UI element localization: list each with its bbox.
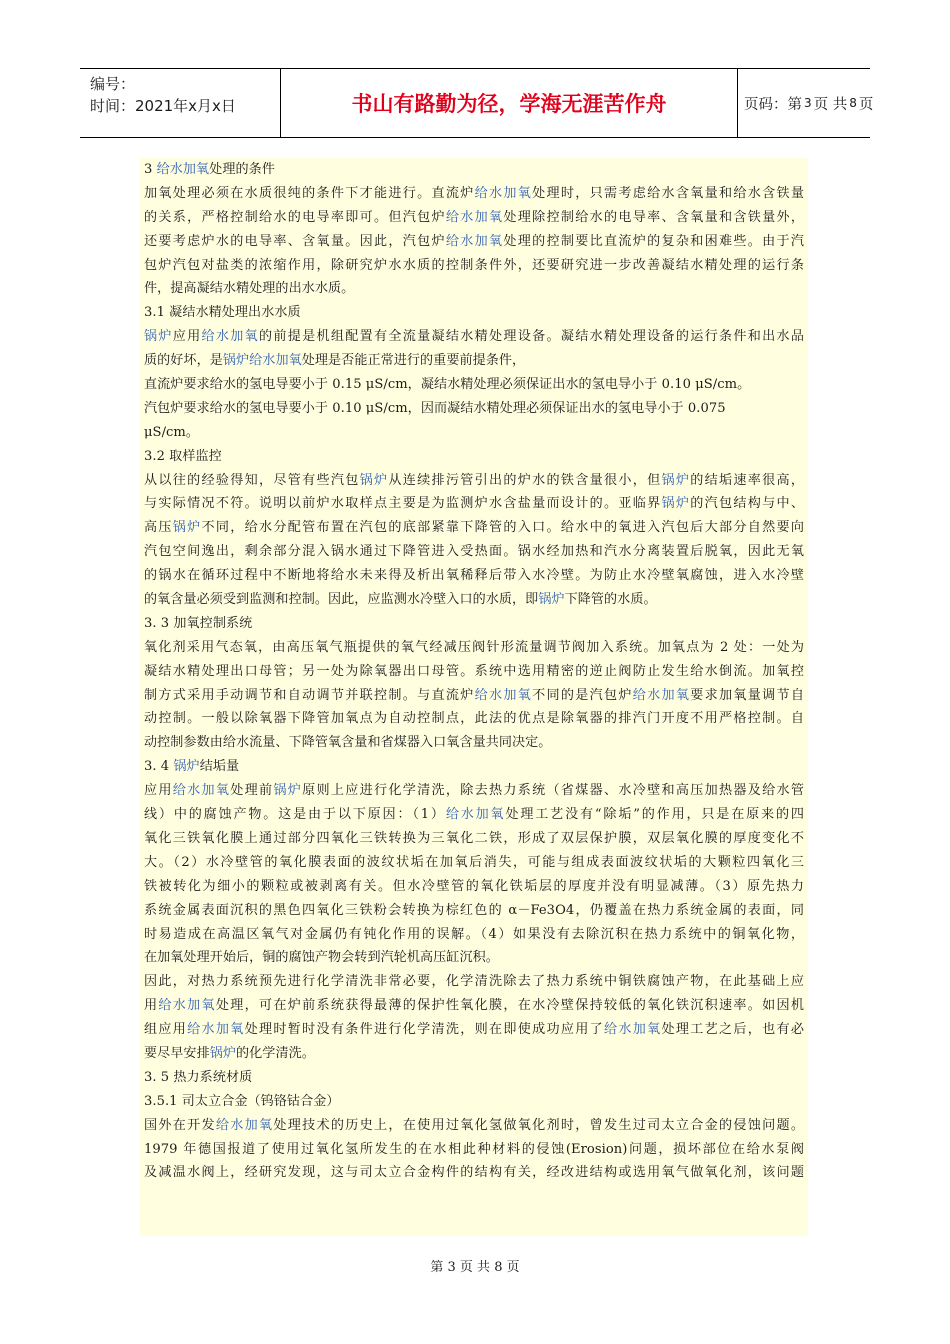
keyword-link[interactable]: 锅炉 [209,1045,237,1061]
text-line [144,421,804,445]
text-line [144,206,804,230]
page-suffix: 页 [858,96,874,113]
keyword-link[interactable]: 给水加氧 [201,329,259,345]
keyword-link[interactable]: 给水加氧 [215,1117,274,1133]
text-run: 3. 5 热力系统材质 [144,1069,253,1085]
text-run: 处理前 [230,783,274,799]
text-run: 直流炉要求给水的氢电导要小于 0.15 μS/cm，凝结水精处理必须保证出水的氢电导小于 0.10 μS/cm。 [144,377,751,393]
text-run: 件，提高凝结水精处理的出水水质。 [144,281,355,297]
keyword-link[interactable]: 给水加氧 [474,687,533,703]
text-run: 包炉汽包对盐类的浓缩作用，除研究炉水水质的控制条件外，还要研究进一步改善凝结水精处理的运行条 [144,257,804,273]
text-line [144,301,804,325]
document-body [140,158,808,1236]
keyword-link[interactable]: 锅炉 [144,329,173,345]
text-run: 处理除控制给水的电导率、含氧量和含铁量外， [503,209,804,225]
text-line [144,684,804,708]
text-line [144,946,804,970]
text-run: μS/cm。 [144,424,200,440]
text-line [144,636,804,660]
text-run: 的锅水在循环过程中不断地将给水未来得及析出氧稀释后带入水冷壁。为防止水冷壁氧腐蚀，进入水冷壁 [144,568,804,584]
text-line [144,827,804,851]
text-run: 加氧处理必须在水质很纯的条件下才能进行。直流炉 [144,185,475,201]
text-run: 用 [144,998,159,1014]
text-run: 时易造成在高温区氧气对金属仍有钝化作用的误解。（4）如果没有去除沉积在热力系统中的铜氧化物， [144,926,804,942]
text-run: 的关系，严格控制给水的电导率即可。但汽包炉 [144,209,446,225]
keyword-link[interactable]: 给水加氧 [445,807,506,823]
text-line [144,779,804,803]
text-line [144,277,804,301]
text-run: 3 [144,162,157,177]
keyword-link[interactable]: 给水加氧 [474,185,533,201]
text-run: 处理时，只需考虑给水含氧量和给水含铁量 [532,185,804,201]
text-line [144,254,804,278]
text-run: 的前提是机组配置有全流量凝结水精处理设备。凝结水精处理设备的运行条件和出水品 [259,329,804,345]
text-run: 系统金属表面沉积的黑色四氧化三铁粉会转换为棕红色的 α－Fe3O4，仍覆盖在热力系统金属的表面，同 [144,902,804,918]
keyword-link[interactable]: 给水加氧 [156,162,210,177]
text-run: 应用 [172,329,202,345]
page-footer: 第 3 页 共 8 页 [430,1260,520,1275]
keyword-link[interactable]: 锅炉 [173,759,200,775]
text-run: 动控制。一般以除氧器下降管加氧点为自动控制点，此法的优点是除氧器的排汽门开度不用严格控制。自 [144,711,804,727]
text-line [144,1066,804,1090]
page-mid: 页 共 [813,96,848,113]
text-run: 的化学清洗。 [236,1045,315,1061]
text-line [144,158,804,182]
keyword-link[interactable]: 锅炉 [359,472,389,488]
keyword-link[interactable]: 给水加氧 [603,1022,662,1038]
text-run: 3. 4 [144,759,174,775]
text-line [144,373,804,397]
keyword-link[interactable]: 锅炉 [273,783,303,799]
text-run: 制方式采用手动调节和自动调节并联控制。与直流炉 [144,687,475,703]
text-run: 质的好坏，是 [144,353,223,369]
text-run: 要尽早安排 [144,1045,210,1061]
text-run: 结垢量 [199,759,240,775]
keyword-link[interactable]: 给水加氧 [445,209,504,225]
header-page-info [736,69,874,137]
text-run: 要求加氧量调节自 [690,687,804,703]
text-line [144,540,804,564]
text-line [144,445,804,469]
text-line [144,731,804,755]
text-run: 3.1 凝结水精处理出水水质 [144,305,301,321]
text-line [144,994,804,1018]
text-run: 的汽包结构与中、 [690,496,804,512]
text-run: 1979 年德国报道了使用过氧化氢所发生的在水相此种材料的侵蚀(Erosion)问题，损坏部位在给水泵阀 [144,1141,804,1157]
text-run: 高压 [144,520,173,536]
keyword-link[interactable]: 给水加氧 [445,233,504,249]
text-run: 3. 3 加氧控制系统 [144,615,253,631]
keyword-link[interactable]: 给水加氧 [187,1022,245,1038]
text-line [144,1090,804,1114]
page-total: 8 [849,96,857,110]
text-line [144,564,804,588]
text-run: 处理技术的历史上，在使用过氧化氢做氧化剂时，曾发生过司太立合金的侵蚀问题。 [273,1117,804,1133]
text-run: 的氧含量必须受到监测和控制。因此，应监测水冷壁入口的水质，即 [144,592,539,608]
text-run: 国外在开发 [144,1117,216,1133]
text-run: 汽包空间逸出，剩余部分混入锅水通过下降管进入受热面。锅水经加热和汽水分离装置后脱氧，因此无氧 [144,544,804,560]
text-run: 在加氧处理开始后，铜的腐蚀产物会转到汽轮机高压缸沉积。 [144,950,499,966]
header-motto: 书山有路勤为径，学海无涯苦作舟 [280,69,738,137]
text-line [144,899,804,923]
text-line [144,182,804,206]
text-line [144,349,804,373]
text-line [144,612,804,636]
text-run: 处理时暂时没有条件进行化学清洗，则在即使成功应用了 [244,1022,604,1038]
text-run: 从连续排污管引出的炉水的铁含量很小，但 [388,472,662,488]
text-run: 氧化三铁氧化膜上通过部分四氧化三铁转换为三氧化二铁，形成了双层保护膜，双层氧化膜的厚度变化不 [144,830,804,846]
text-run: 3.2 取样监控 [144,448,222,464]
document-number-label: 编号： [90,75,136,93]
keyword-link[interactable]: 给水加氧 [172,783,231,799]
text-line [144,1042,804,1066]
text-line [144,875,804,899]
text-run: 应用 [144,783,173,799]
header-meta [80,69,280,137]
keyword-link[interactable]: 锅炉 [538,592,565,608]
text-run: 铁被转化为细小的颗粒或被剥离有关。但水冷壁管的氧化铁垢层的厚度并没有明显减薄。（3）原先热力 [144,878,804,894]
text-run: 动控制参数由给水流量、下降管氧含量和省煤器入口氧含量共同决定。 [144,735,552,751]
text-line [144,588,804,612]
text-line [144,803,804,827]
text-line [144,923,804,947]
keyword-link[interactable]: 锅炉给水加氧 [222,353,302,369]
text-run: 处理工艺之后，也有必 [661,1022,804,1038]
text-run: 处理工艺没有“除垢”的作用，只是在原来的四 [505,807,804,823]
text-line [144,970,804,994]
text-line [144,1161,804,1185]
text-run: 线）中的腐蚀产物。这是由于以下原因：（1） [144,807,446,823]
text-line [144,1114,804,1138]
text-run: 下降管的水质。 [564,592,657,608]
text-run: 因此，对热力系统预先进行化学清洗非常必要，化学清洗除去了热力系统中铜铁腐蚀产物，在此基础上应 [144,974,804,990]
text-run: 组应用 [144,1022,188,1038]
keyword-link[interactable]: 锅炉 [172,520,202,536]
text-line [144,1138,804,1162]
text-run: 不同的是汽包炉 [532,687,633,703]
page-header [80,68,874,138]
text-run: 大。（2）水冷壁管的氧化膜表面的波纹状垢在加氧后消失，可能与组成表面波纹状垢的大颗粒四氧化三 [144,854,804,870]
text-run: 处理的控制要比直流炉的复杂和困难些。由于汽 [503,233,804,249]
text-run: 处理，可在炉前系统获得最薄的保护性氧化膜，在水冷壁保持较低的氧化铁沉积速率。如因机 [215,998,804,1014]
text-line [144,492,804,516]
text-run: 汽包炉要求给水的氢电导要小于 0.10 μS/cm，因而凝结水精处理必须保证出水的氢电导小于 0.075 [144,400,726,416]
text-line [144,660,804,684]
text-run: 还要考虑炉水的电导率、含氧量。因此，汽包炉 [144,233,446,249]
text-line [144,516,804,540]
keyword-link[interactable]: 锅炉 [661,472,691,488]
text-line [144,230,804,254]
text-run: 与实际情况不符。说明以前炉水取样点主要是为监测炉水含盐量而设计的。亚临界 [144,496,662,512]
text-run: 氧化剂采用气态氧，由高压氧气瓶提供的氧气经减压阀针形流量调节阀加入系统。加氧点为 2 处：一处为 [144,639,804,655]
text-run: 从以往的经验得知，尽管有些汽包 [144,472,360,488]
page-number: 3 [804,96,812,110]
text-run: 原则上应进行化学清洗，除去热力系统（省煤器、水冷壁和高压加热器及给水管 [302,783,804,799]
text-run: 处理是否能正常进行的重要前提条件， [301,353,526,369]
text-line [144,851,804,875]
text-line [144,1018,804,1042]
page-prefix: 页码：第 [744,96,802,113]
keyword-link[interactable]: 给水加氧 [158,998,216,1014]
text-line [144,707,804,731]
keyword-link[interactable]: 给水加氧 [632,687,691,703]
text-run: 及减温水阀上，经研究发现，这与司太立合金构件的结构有关，经改进结构或选用氧气做氧化剂，该问题 [144,1165,804,1181]
text-run: 凝结水精处理出口母管；另一处为除氧器出口母管。系统中选用精密的逆止阀防止发生给水倒流。加氧控 [144,663,804,679]
text-line [144,755,804,779]
document-date: 时间：2021年x月x日 [90,97,236,115]
text-run: 不同，给水分配管布置在汽包的底部紧靠下降管的入口。给水中的氧进入汽包后大部分自然要向 [201,520,804,536]
text-line [144,325,804,349]
text-line [144,469,804,493]
text-line [144,397,804,421]
keyword-link[interactable]: 锅炉 [661,496,691,512]
text-run: 处理的条件 [209,162,275,177]
text-run: 3.5.1 司太立合金（钨铬钴合金） [144,1093,340,1109]
text-run: 的结垢速率很高， [690,472,804,488]
